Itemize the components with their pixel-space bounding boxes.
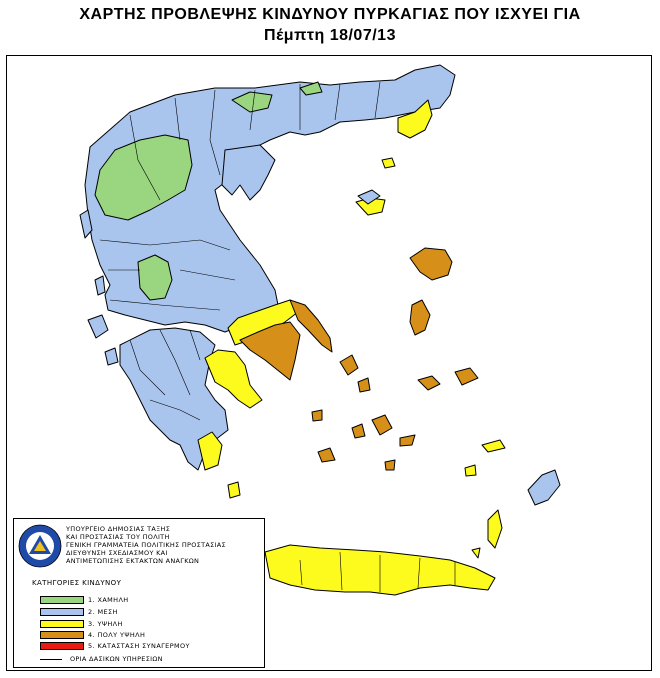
org-line: ΓΕΝΙΚΗ ΓΡΑΜΜΑΤΕΙΑ ΠΟΛΙΤΙΚΗΣ ΠΡΟΣΤΑΣΙΑΣ	[66, 541, 226, 549]
legend-row-high	[40, 619, 123, 629]
paros-very-high-region	[352, 424, 365, 438]
map-legend	[13, 518, 265, 668]
chios-very-high-region	[410, 300, 430, 335]
legend-swatch-high	[40, 620, 84, 628]
legend-swatch-low	[40, 596, 84, 604]
amorgos-very-high-region	[400, 435, 415, 446]
org-line: ΚΑΙ ΠΡΟΣΤΑΣΙΑΣ ΤΟΥ ΠΟΛΙΤΗ	[66, 533, 170, 541]
map-title: ΧΑΡΤΗΣ ΠΡΟΒΛΕΨΗΣ ΚΙΝΔΥΝΟΥ ΠΥΡΚΑΓΙΑΣ ΠΟΥ ΙΣΧΥΕΙ ΓΙΑ	[79, 6, 581, 23]
legend-row-alarm	[40, 641, 190, 651]
org-line: ΑΝΤΙΜΕΤΩΠΙΣΗΣ ΕΚΤΑΚΤΩΝ ΑΝΑΓΚΩΝ	[66, 557, 200, 565]
andros-very-high-region	[340, 355, 358, 375]
legend-boundary-label: ΟΡΙΑ ΔΑΣΙΚΩΝ ΥΠΗΡΕΣΙΩΝ	[70, 655, 163, 663]
lesvos-very-high-region	[410, 248, 452, 280]
tinos-very-high-region	[358, 378, 370, 392]
thasos-high-region	[382, 158, 395, 168]
legend-row-medium	[40, 607, 118, 617]
kea-very-high-region	[312, 410, 322, 421]
boundary-line-icon	[40, 659, 62, 660]
kythira-high-region	[228, 482, 240, 498]
zakynthos-medium-region	[105, 348, 118, 365]
legend-label-low: 1. ΧΑΜΗΛΗ	[88, 596, 129, 604]
rhodes-medium-region	[528, 470, 560, 505]
kasos-high-region	[472, 548, 480, 558]
org-line: ΥΠΟΥΡΓΕΙΟ ΔΗΜΟΣΙΑΣ ΤΑΞΗΣ	[66, 525, 171, 533]
legend-swatch-alarm	[40, 642, 84, 650]
chalkidiki-medium-region	[222, 145, 275, 200]
civil-protection-emblem-icon	[18, 524, 62, 568]
lefkada-medium-region	[95, 276, 105, 295]
kefalonia-medium-region	[88, 315, 108, 338]
legend-boundary-row	[40, 655, 163, 663]
milos-very-high-region	[318, 448, 335, 462]
legend-label-high: 3. ΥΨΗΛΗ	[88, 620, 123, 628]
legend-row-low	[40, 595, 129, 605]
santorini-very-high-region	[385, 460, 395, 470]
ikaria-very-high-region	[455, 368, 478, 385]
legend-swatch-very-high	[40, 631, 84, 639]
legend-categories-title: ΚΑΤΗΓΟΡΙΕΣ ΚΙΝΔΥΝΟΥ	[32, 579, 122, 587]
samos-very-high-region	[418, 376, 440, 390]
naxos-very-high-region	[372, 415, 392, 435]
org-line: ΔΙΕΥΘΥΝΣΗ ΣΧΕΔΙΑΣΜΟΥ ΚΑΙ	[66, 549, 168, 557]
legend-label-medium: 2. ΜΕΣΗ	[88, 608, 118, 616]
map-date: Πέμπτη 18/07/13	[264, 27, 396, 44]
legend-label-alarm: 5. ΚΑΤΑΣΤΑΣΗ ΣΥΝΑΓΕΡΜΟΥ	[88, 642, 190, 650]
legend-row-very-high	[40, 630, 145, 640]
legend-swatch-medium	[40, 608, 84, 616]
legend-label-very-high: 4. ΠΟΛΥ ΥΨΗΛΗ	[88, 631, 146, 639]
kos-high-region	[482, 440, 505, 452]
karpathos-high-region	[488, 510, 502, 548]
legend-organization	[66, 525, 226, 565]
nisyros-high-region	[465, 465, 476, 476]
